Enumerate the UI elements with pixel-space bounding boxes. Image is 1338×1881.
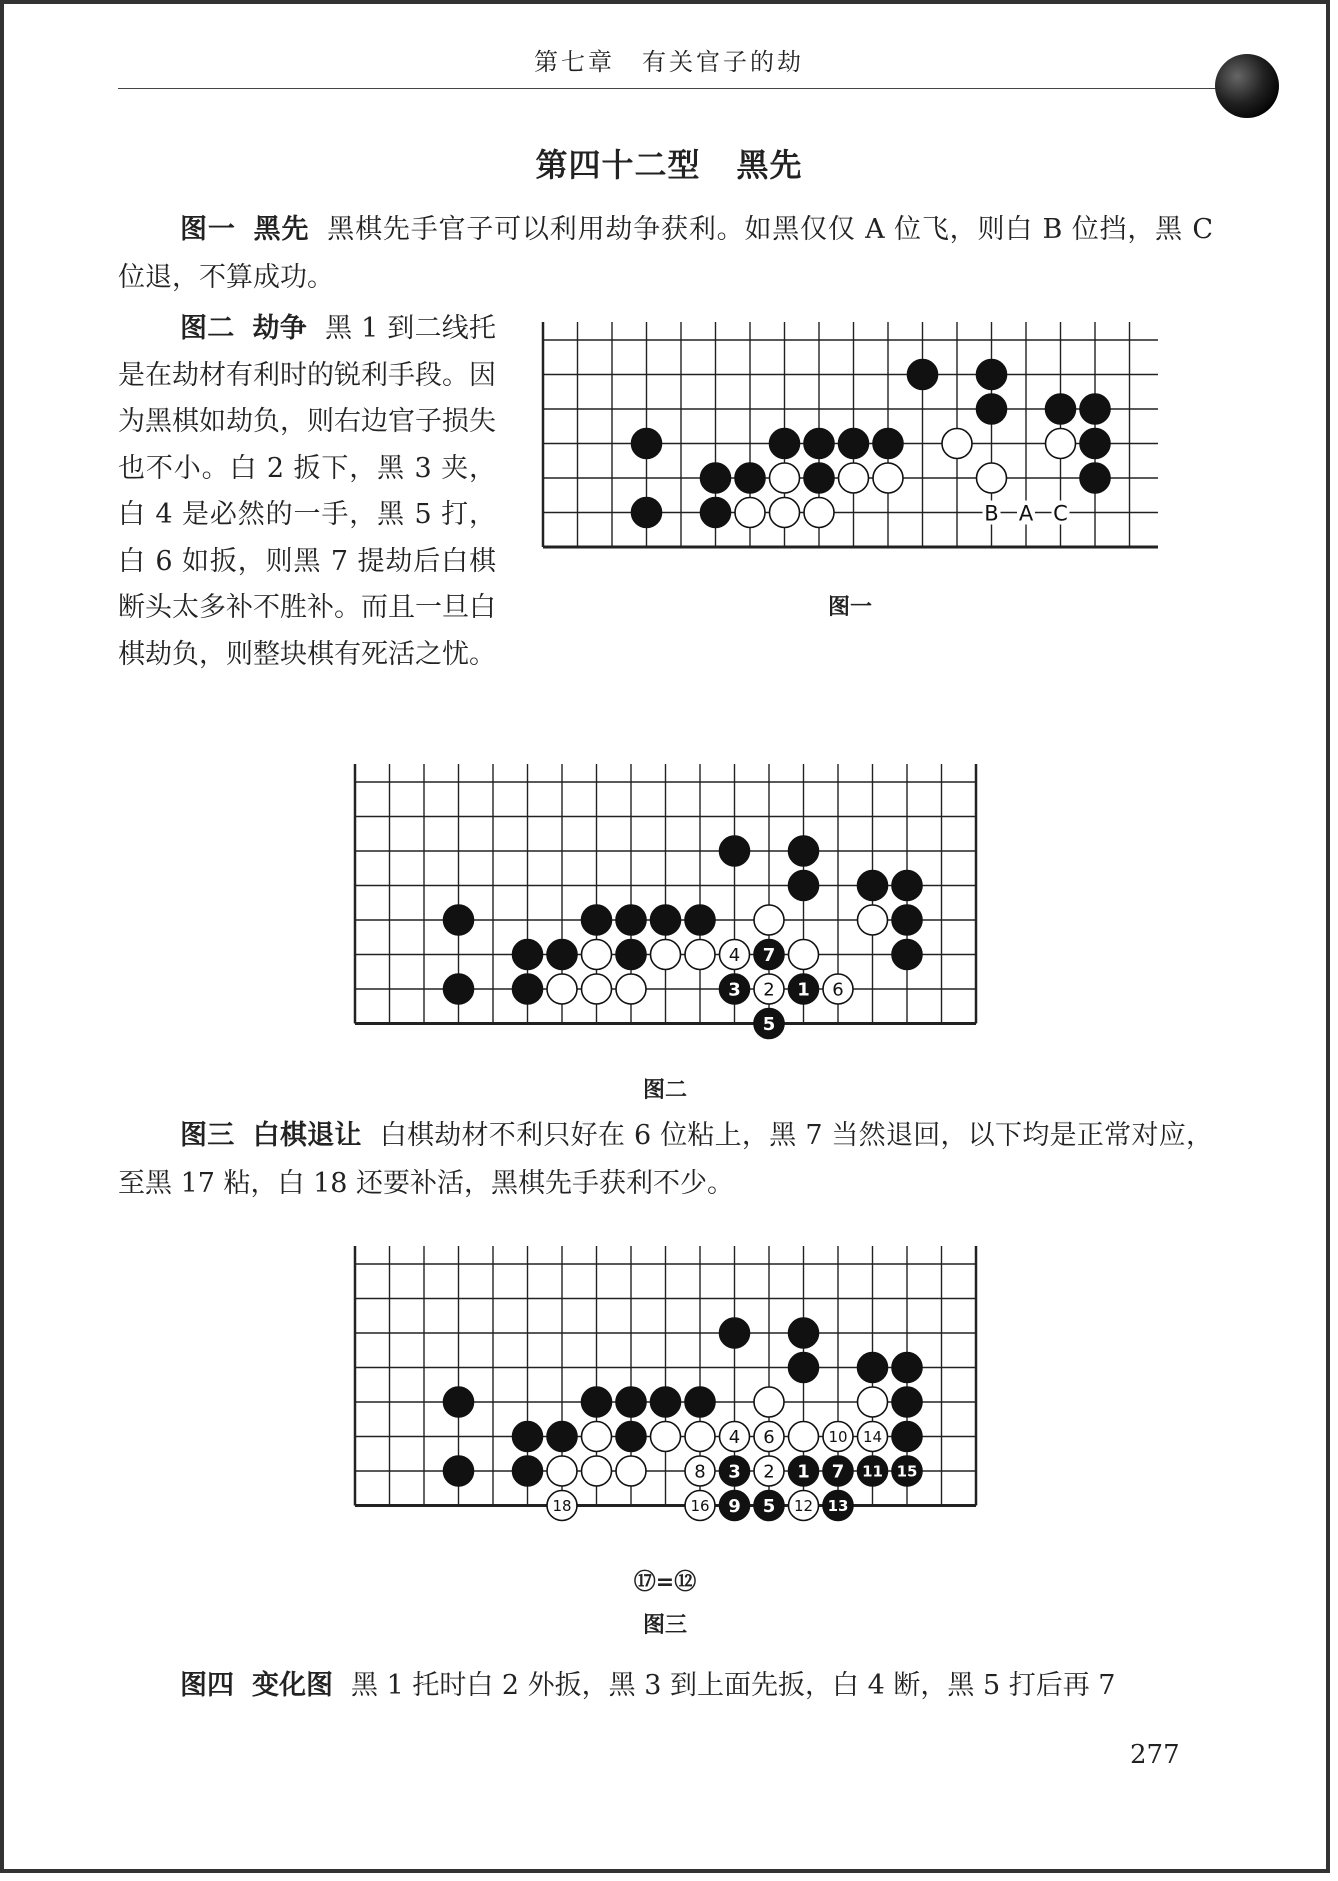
white-stone [582,1456,612,1486]
go-diagram-2 [350,760,980,1048]
move-number: 9 [728,1495,741,1517]
black-stone [892,1387,922,1417]
black-stone [616,1387,646,1417]
white-stone [770,498,800,528]
white-stone [942,429,972,459]
black-stone [892,905,922,935]
white-stone [858,1387,888,1417]
diagram-3-note: ⑰=⑫ [633,1570,697,1595]
black-stone [513,974,543,1004]
paragraph-1-figure: 图一 [180,214,236,245]
paragraph-2 [118,306,496,678]
problem-title-number: 第四十二型 [535,146,701,184]
black-stone [444,1387,474,1417]
paragraph-3-text: 白棋劫材不利只好在 6 位粘上，黑 7 当然退回，以下均是正常对应，至黑 17 粘，白 18 还要补活，黑棋先手获利不少。 [118,1120,1214,1199]
black-stone [1080,429,1110,459]
black-stone [616,940,646,970]
black-stone [444,1456,474,1486]
move-number: 14 [862,1427,883,1446]
white-stone [616,974,646,1004]
go-diagram-3 [350,1242,980,1528]
running-title: 第七章 有关官子的劫 [534,48,804,76]
black-stone [513,940,543,970]
move-number: 6 [832,979,844,1001]
white-stone [582,974,612,1004]
paragraph-4 [118,1662,1213,1710]
move-number: 5 [762,1495,776,1517]
white-stone [685,940,715,970]
black-stone [701,498,731,528]
black-stone [616,1422,646,1452]
black-stone [804,429,834,459]
diagram-1-caption: 图一 [827,595,872,620]
black-stone [616,905,646,935]
black-stone [582,1387,612,1417]
white-stone [582,1422,612,1452]
black-stone [632,429,662,459]
paragraph-1-text: 黑棋先手官子可以利用劫争获利。如黑仅仅 A 位飞，则白 B 位挡，黑 C 位退，不算成功。 [118,214,1214,293]
diagram-2-caption: 图二 [642,1078,687,1103]
diagram-3-caption: 图三 [642,1613,687,1638]
paragraph-1 [118,206,1213,302]
black-stone [873,429,903,459]
move-number: 7 [831,1461,845,1483]
move-number: 10 [828,1427,848,1446]
move-number: 7 [762,944,776,966]
white-stone [789,940,819,970]
move-number: 13 [827,1496,849,1515]
black-stone [908,360,938,390]
black-stone [444,974,474,1004]
paragraph-1-heading: 黑先 [253,214,310,245]
black-stone [858,1353,888,1383]
black-stone-ornament [1215,54,1279,118]
white-stone [1046,429,1076,459]
problem-title [0,140,1338,186]
black-stone [701,463,731,493]
black-stone [892,871,922,901]
black-stone [892,1353,922,1383]
white-stone [685,1422,715,1452]
black-stone [1080,463,1110,493]
black-stone [892,940,922,970]
white-stone [547,974,577,1004]
white-stone [616,1456,646,1486]
go-diagram-1 [538,318,1158,558]
move-number: 2 [763,979,775,1001]
white-stone [873,463,903,493]
white-stone [582,940,612,970]
move-number: 11 [862,1462,883,1481]
paragraph-4-figure: 图四 [180,1670,234,1701]
point-label: A [1018,501,1034,526]
black-stone [1080,394,1110,424]
move-number: 1 [797,1461,810,1483]
black-stone [735,463,765,493]
white-stone [839,463,869,493]
move-number: 2 [763,1461,775,1483]
black-stone [547,1422,577,1452]
move-number: 1 [797,979,810,1001]
move-number: 5 [762,1013,776,1035]
black-stone [1046,394,1076,424]
header-rule [118,88,1216,89]
black-stone [789,836,819,866]
page-number: 277 [1130,1740,1180,1770]
black-stone [632,498,662,528]
black-stone [582,905,612,935]
black-stone [770,429,800,459]
black-stone [789,1353,819,1383]
white-stone [804,498,834,528]
black-stone [804,463,834,493]
point-label: B [984,501,999,526]
black-stone [720,1318,750,1348]
black-stone [651,905,681,935]
white-stone [977,463,1007,493]
white-stone [858,905,888,935]
paragraph-2-figure: 图二 [180,313,235,344]
black-stone [547,940,577,970]
move-number: 18 [552,1496,572,1515]
white-stone [789,1422,819,1452]
move-number: 3 [728,1461,741,1483]
black-stone [977,360,1007,390]
move-number: 3 [728,979,741,1001]
move-number: 6 [763,1426,775,1448]
paragraph-2-text: 黑 1 到二线托是在劫材有利时的锐利手段。因为黑棋如劫负，则右边官子损失也不小。白 2 扳下，黑 3 夹，白 4 是必然的一手，黑 5 打，白 6 如扳，则黑 7 提劫后白棋断头太多补不胜补。而且一旦白棋劫负，则整块棋有死活之忧。 [118,313,496,670]
move-number: 16 [690,1496,710,1515]
black-stone [685,1387,715,1417]
white-stone [770,463,800,493]
white-stone [651,940,681,970]
white-stone [547,1456,577,1486]
black-stone [444,905,474,935]
black-stone [685,905,715,935]
black-stone [789,1318,819,1348]
black-stone [789,871,819,901]
black-stone [858,871,888,901]
black-stone [977,394,1007,424]
paragraph-3-figure: 图三 [180,1120,235,1151]
paragraph-2-heading: 劫争 [252,313,308,344]
paragraph-3 [118,1112,1213,1208]
move-number: 15 [896,1462,918,1481]
move-number: 12 [793,1496,814,1515]
black-stone [513,1456,543,1486]
move-number: 8 [694,1461,706,1483]
point-label: C [1053,501,1068,526]
black-stone [839,429,869,459]
white-stone [735,498,765,528]
white-stone [754,905,784,935]
black-stone [513,1422,543,1452]
problem-title-side: 黑先 [736,146,803,184]
black-stone [892,1422,922,1452]
black-stone [651,1387,681,1417]
paragraph-3-heading: 白棋退让 [252,1120,362,1151]
paragraph-4-heading: 变化图 [252,1670,333,1701]
white-stone [754,1387,784,1417]
move-number: 4 [728,944,741,966]
move-number: 4 [728,1426,741,1448]
black-stone [720,836,750,866]
paragraph-4-text: 黑 1 托时白 2 外扳，黑 3 到上面先扳，白 4 断，黑 5 打后再 7 [351,1670,1116,1701]
white-stone [651,1422,681,1452]
